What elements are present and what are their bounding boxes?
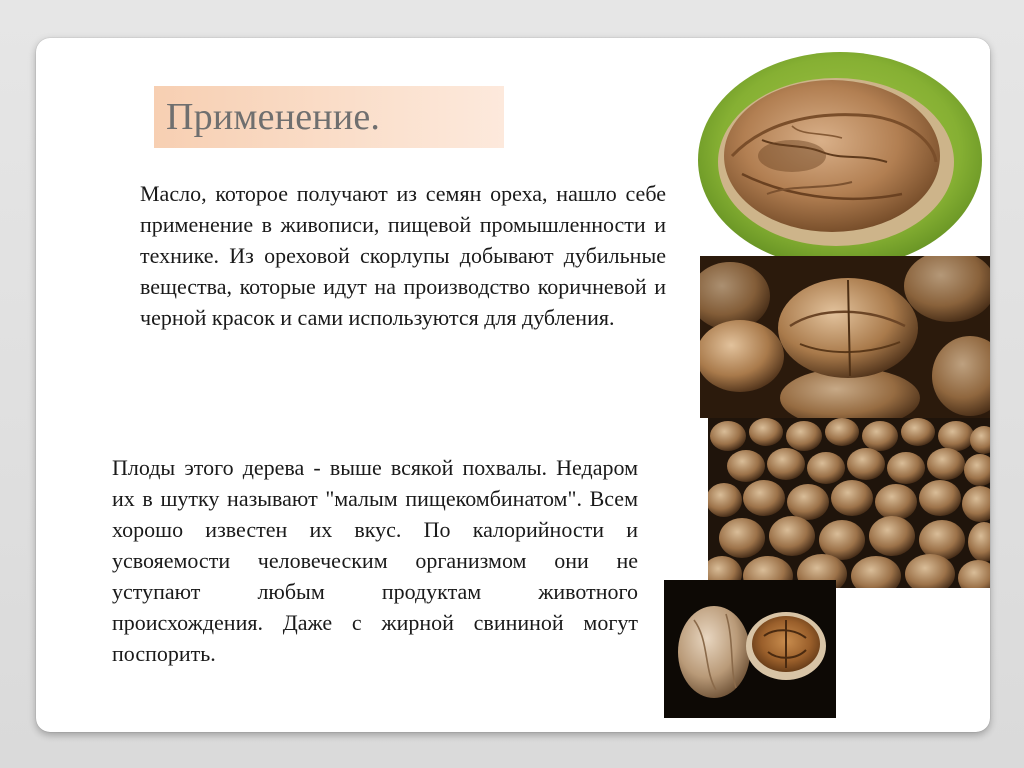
slide-title: Применение. [166, 96, 381, 138]
walnuts-closeup-photo [700, 256, 990, 418]
paragraph-oil-usage: Масло, которое получают из семян ореха, нашло себе применение в живописи, пищевой промышленности и технике. Из ореховой скорлупы добывают дубильные вещества, которые идут на производство коричневой и черной красок и сами используются для дубления. [140, 181, 666, 330]
slide [36, 38, 990, 732]
title-box [154, 86, 504, 148]
paragraph-nutrition: Плоды этого дерева - выше всякой похвалы. Недаром их в шутку называют "малым пищекомбинатом". Всем хорошо известен их вкус. По калорийности и усвояемости человеческим организмом они не уступают любым продуктам животного происхождения. Даже с жирной свининой могут поспорить. [112, 455, 638, 666]
walnut-pile-photo [708, 418, 990, 588]
walnut-in-green-husk-photo [672, 44, 990, 272]
walnut-shell-and-kernel-photo [664, 580, 836, 718]
